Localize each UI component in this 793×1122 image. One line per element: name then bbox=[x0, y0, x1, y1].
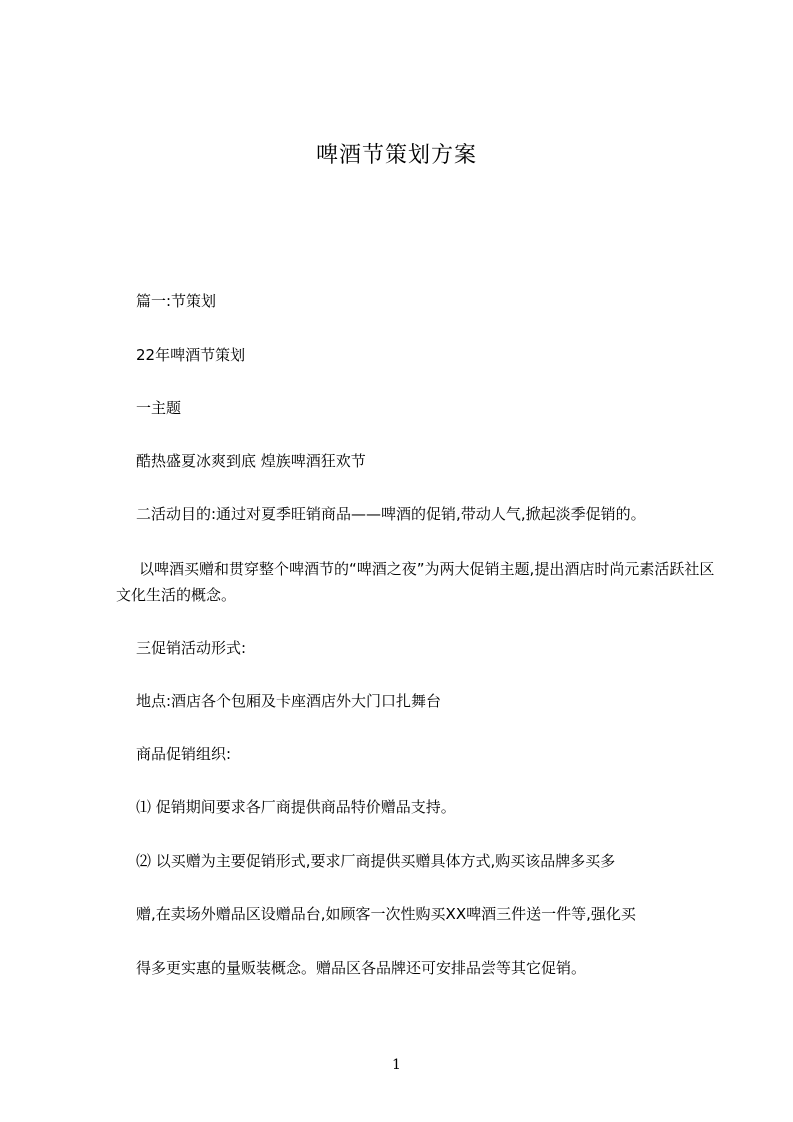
subtitle-line: 22年啤酒节策划 bbox=[136, 346, 246, 364]
section-heading-part-one: 篇一:节策划 bbox=[136, 292, 217, 310]
activity-purpose: 二活动目的:通过对夏季旺销商品——啤酒的促销,带动人气,掀起淡季促销的。 bbox=[136, 505, 646, 523]
theme-text: 酷热盛夏冰爽到底 煌族啤酒狂欢节 bbox=[136, 452, 366, 470]
list-item-2-line-2: 赠,在卖场外赠品区设赠品台,如顾客一次性购买XX啤酒三件送一件等,强化买 bbox=[136, 905, 636, 923]
list-item-2-line-3: 得多更实惠的量贩装概念。赠品区各品牌还可安排品尝等其它促销。 bbox=[136, 959, 587, 977]
heading-promotion-form: 三促销活动形式: bbox=[136, 639, 247, 657]
heading-theme: 一主题 bbox=[136, 399, 182, 417]
location-line: 地点:酒店各个包厢及卡座酒店外大门口扎舞台 bbox=[136, 692, 442, 710]
promotion-theme-paragraph: 以啤酒买赠和贯穿整个啤酒节的“啤酒之夜”为两大促销主题,提出酒店时尚元素活跃社区文化生活的概念。 bbox=[116, 560, 715, 604]
heading-product-promotion: 商品促销组织: bbox=[136, 745, 232, 763]
list-item-1: ⑴ 促销期间要求各厂商提供商品特价赠品支持。 bbox=[136, 798, 456, 816]
page-number: 1 bbox=[392, 1057, 401, 1073]
document-title: 啤酒节策划方案 bbox=[315, 143, 477, 168]
list-item-2-line-1: ⑵ 以买赠为主要促销形式,要求厂商提供买赠具体方式,购买该品牌多买多 bbox=[136, 852, 616, 870]
